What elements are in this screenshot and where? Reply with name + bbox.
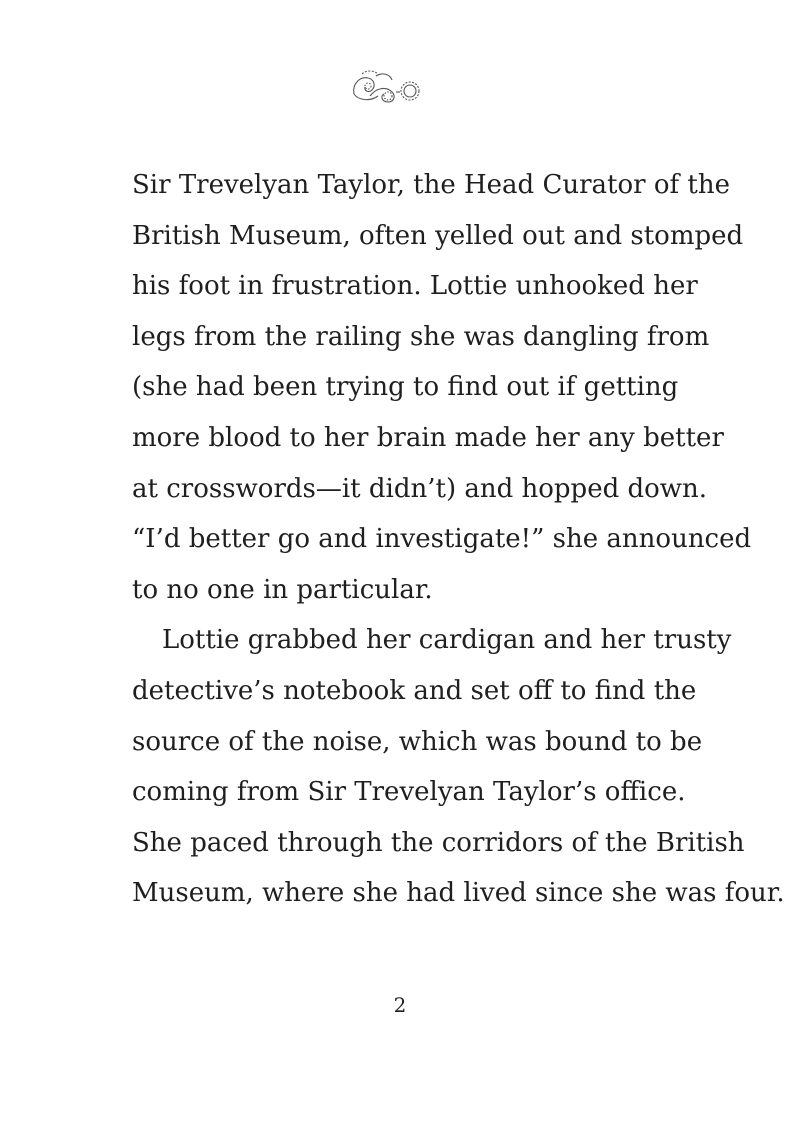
text-line: Museum, where she had lived since she was four. xyxy=(132,878,785,909)
text-line: legs from the railing she was dangling from xyxy=(132,321,710,352)
text-line: at crosswords—it didn’t) and hopped down. xyxy=(132,473,708,504)
text-line: (she had been trying to find out if getting xyxy=(132,372,679,403)
text-line: coming from Sir Trevelyan Taylor’s office. xyxy=(132,777,686,808)
text-line: more blood to her brain made her any better xyxy=(132,422,724,453)
text-line: to no one in particular. xyxy=(132,574,433,605)
text-line: source of the noise, which was bound to be xyxy=(132,726,703,757)
fleuron-ornament-icon xyxy=(348,66,426,106)
text-line: She paced through the corridors of the British xyxy=(132,827,745,858)
text-line: Sir Trevelyan Taylor, the Head Curator of the xyxy=(132,170,730,200)
page-number: 2 xyxy=(393,993,407,1017)
body-text xyxy=(132,160,785,919)
text-line: his foot in frustration. Lottie unhooked her xyxy=(132,271,698,302)
text-line: detective’s notebook and set off to find the xyxy=(132,675,697,706)
text-line: British Museum, often yelled out and stomped xyxy=(132,220,744,251)
text-line: Lottie grabbed her cardigan and her trusty xyxy=(162,625,732,656)
text-line: “I’d better go and investigate!” she announced xyxy=(132,524,752,555)
